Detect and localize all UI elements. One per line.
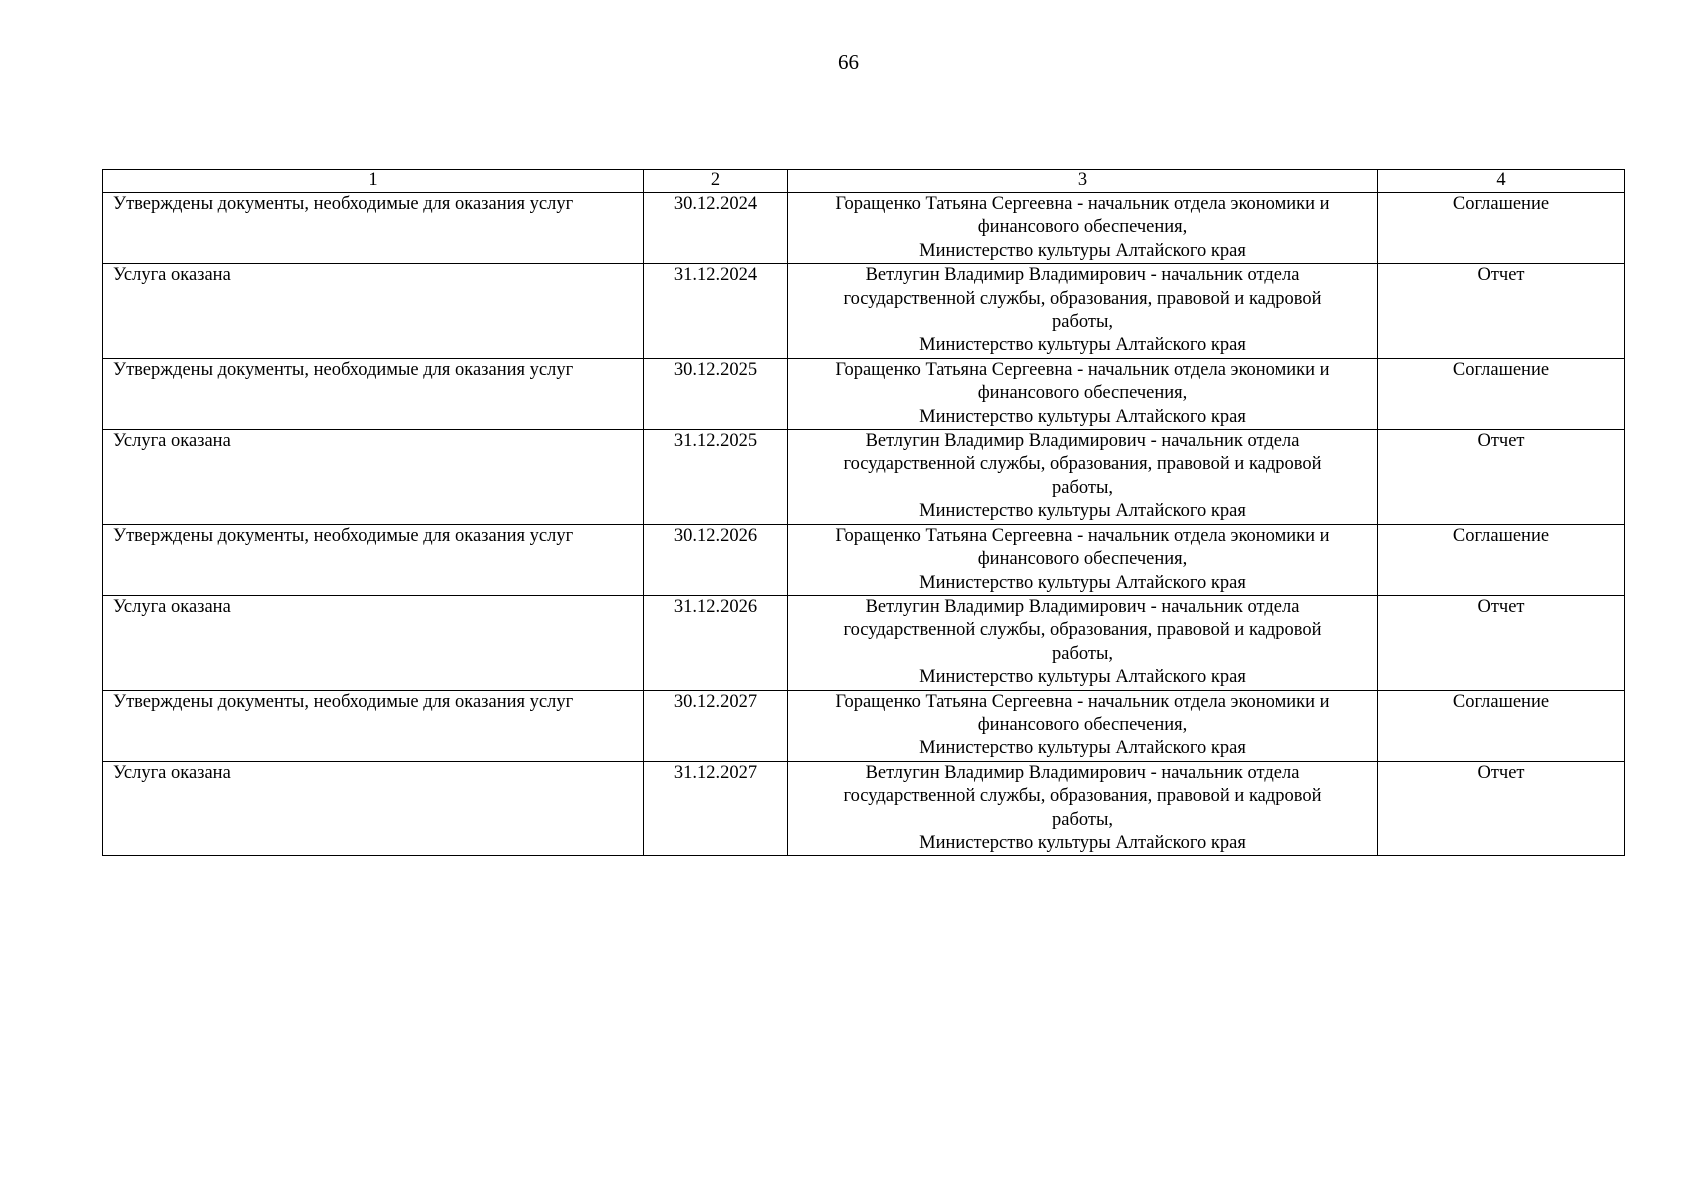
- document-cell: Соглашение: [1378, 690, 1625, 761]
- responsible-line: финансового обеспечения,: [977, 714, 1188, 735]
- table-row: [103, 193, 1625, 264]
- event-cell: Утверждены документы, необходимые для оказания услуг: [103, 358, 644, 429]
- responsible-line: Горащенко Татьяна Сергеевна - начальник отдела экономики и: [835, 691, 1330, 712]
- event-cell: Услуга оказана: [103, 761, 644, 856]
- document-cell: Соглашение: [1378, 358, 1625, 429]
- table-row: [103, 430, 1625, 525]
- header-row: [103, 170, 1625, 193]
- responsible-line: Ветлугин Владимир Владимирович - начальник отдела: [865, 265, 1300, 286]
- responsible-cell: [788, 761, 1378, 856]
- table-row: [103, 358, 1625, 429]
- responsible-line: финансового обеспечения,: [977, 383, 1188, 404]
- date-cell: 30.12.2026: [644, 524, 788, 595]
- responsible-line: Горащенко Татьяна Сергеевна - начальник отдела экономики и: [835, 525, 1330, 546]
- date-cell: 30.12.2024: [644, 193, 788, 264]
- date-cell: 31.12.2026: [644, 595, 788, 690]
- date-cell: 31.12.2024: [644, 264, 788, 359]
- responsible-line: государственной службы, образования, правовой и кадровой: [843, 454, 1322, 475]
- document-cell: Отчет: [1378, 430, 1625, 525]
- document-cell: Отчет: [1378, 264, 1625, 359]
- responsible-cell: [788, 358, 1378, 429]
- document-cell: Отчет: [1378, 595, 1625, 690]
- responsible-line: работы,: [1051, 643, 1114, 664]
- table-row: [103, 264, 1625, 359]
- responsible-line: государственной службы, образования, правовой и кадровой: [843, 288, 1322, 309]
- table-row: [103, 690, 1625, 761]
- responsible-line: Министерство культуры Алтайского края: [919, 832, 1246, 853]
- table-header: [103, 170, 1625, 193]
- responsible-line: финансового обеспечения,: [977, 549, 1188, 570]
- table-row: [103, 761, 1625, 856]
- responsible-line: финансового обеспечения,: [977, 217, 1188, 238]
- responsible-cell: [788, 430, 1378, 525]
- responsible-cell: [788, 193, 1378, 264]
- responsible-line: Ветлугин Владимир Владимирович - начальник отдела: [865, 762, 1300, 783]
- responsible-line: Горащенко Татьяна Сергеевна - начальник отдела экономики и: [835, 359, 1330, 380]
- responsible-line: Министерство культуры Алтайского края: [919, 240, 1246, 261]
- responsible-line: Министерство культуры Алтайского края: [919, 572, 1246, 593]
- page-number: 66: [838, 50, 859, 74]
- responsible-line: Министерство культуры Алтайского края: [919, 335, 1246, 356]
- responsible-line: Министерство культуры Алтайского края: [919, 738, 1246, 759]
- document-cell: Соглашение: [1378, 193, 1625, 264]
- event-cell: Услуга оказана: [103, 430, 644, 525]
- table-row: [103, 595, 1625, 690]
- responsible-line: Министерство культуры Алтайского края: [919, 406, 1246, 427]
- responsible-line: Министерство культуры Алтайского края: [919, 501, 1246, 522]
- schedule-table: [102, 169, 1625, 856]
- column-header-4: 4: [1378, 170, 1625, 193]
- responsible-line: Ветлугин Владимир Владимирович - начальник отдела: [865, 431, 1300, 452]
- responsible-line: Горащенко Татьяна Сергеевна - начальник отдела экономики и: [835, 194, 1330, 214]
- table-body: [103, 193, 1625, 856]
- responsible-cell: [788, 524, 1378, 595]
- date-cell: 30.12.2027: [644, 690, 788, 761]
- document-cell: Отчет: [1378, 761, 1625, 856]
- responsible-line: государственной службы, образования, правовой и кадровой: [843, 620, 1322, 641]
- responsible-line: работы,: [1051, 477, 1114, 498]
- responsible-line: работы,: [1051, 809, 1114, 830]
- date-cell: 31.12.2025: [644, 430, 788, 525]
- column-header-2: 2: [644, 170, 788, 193]
- responsible-line: государственной службы, образования, правовой и кадровой: [843, 786, 1322, 807]
- responsible-cell: [788, 595, 1378, 690]
- date-cell: 31.12.2027: [644, 761, 788, 856]
- event-cell: Услуга оказана: [103, 264, 644, 359]
- responsible-line: Ветлугин Владимир Владимирович - начальник отдела: [865, 596, 1300, 617]
- document-cell: Соглашение: [1378, 524, 1625, 595]
- responsible-line: работы,: [1051, 312, 1114, 333]
- event-cell: Утверждены документы, необходимые для оказания услуг: [103, 524, 644, 595]
- event-cell: Утверждены документы, необходимые для оказания услуг: [103, 193, 644, 264]
- event-cell: Услуга оказана: [103, 595, 644, 690]
- table-row: [103, 524, 1625, 595]
- event-cell: Утверждены документы, необходимые для оказания услуг: [103, 690, 644, 761]
- date-cell: 30.12.2025: [644, 358, 788, 429]
- responsible-cell: [788, 264, 1378, 359]
- responsible-line: Министерство культуры Алтайского края: [919, 667, 1246, 688]
- responsible-cell: [788, 690, 1378, 761]
- column-header-1: 1: [103, 170, 644, 193]
- column-header-3: 3: [788, 170, 1378, 193]
